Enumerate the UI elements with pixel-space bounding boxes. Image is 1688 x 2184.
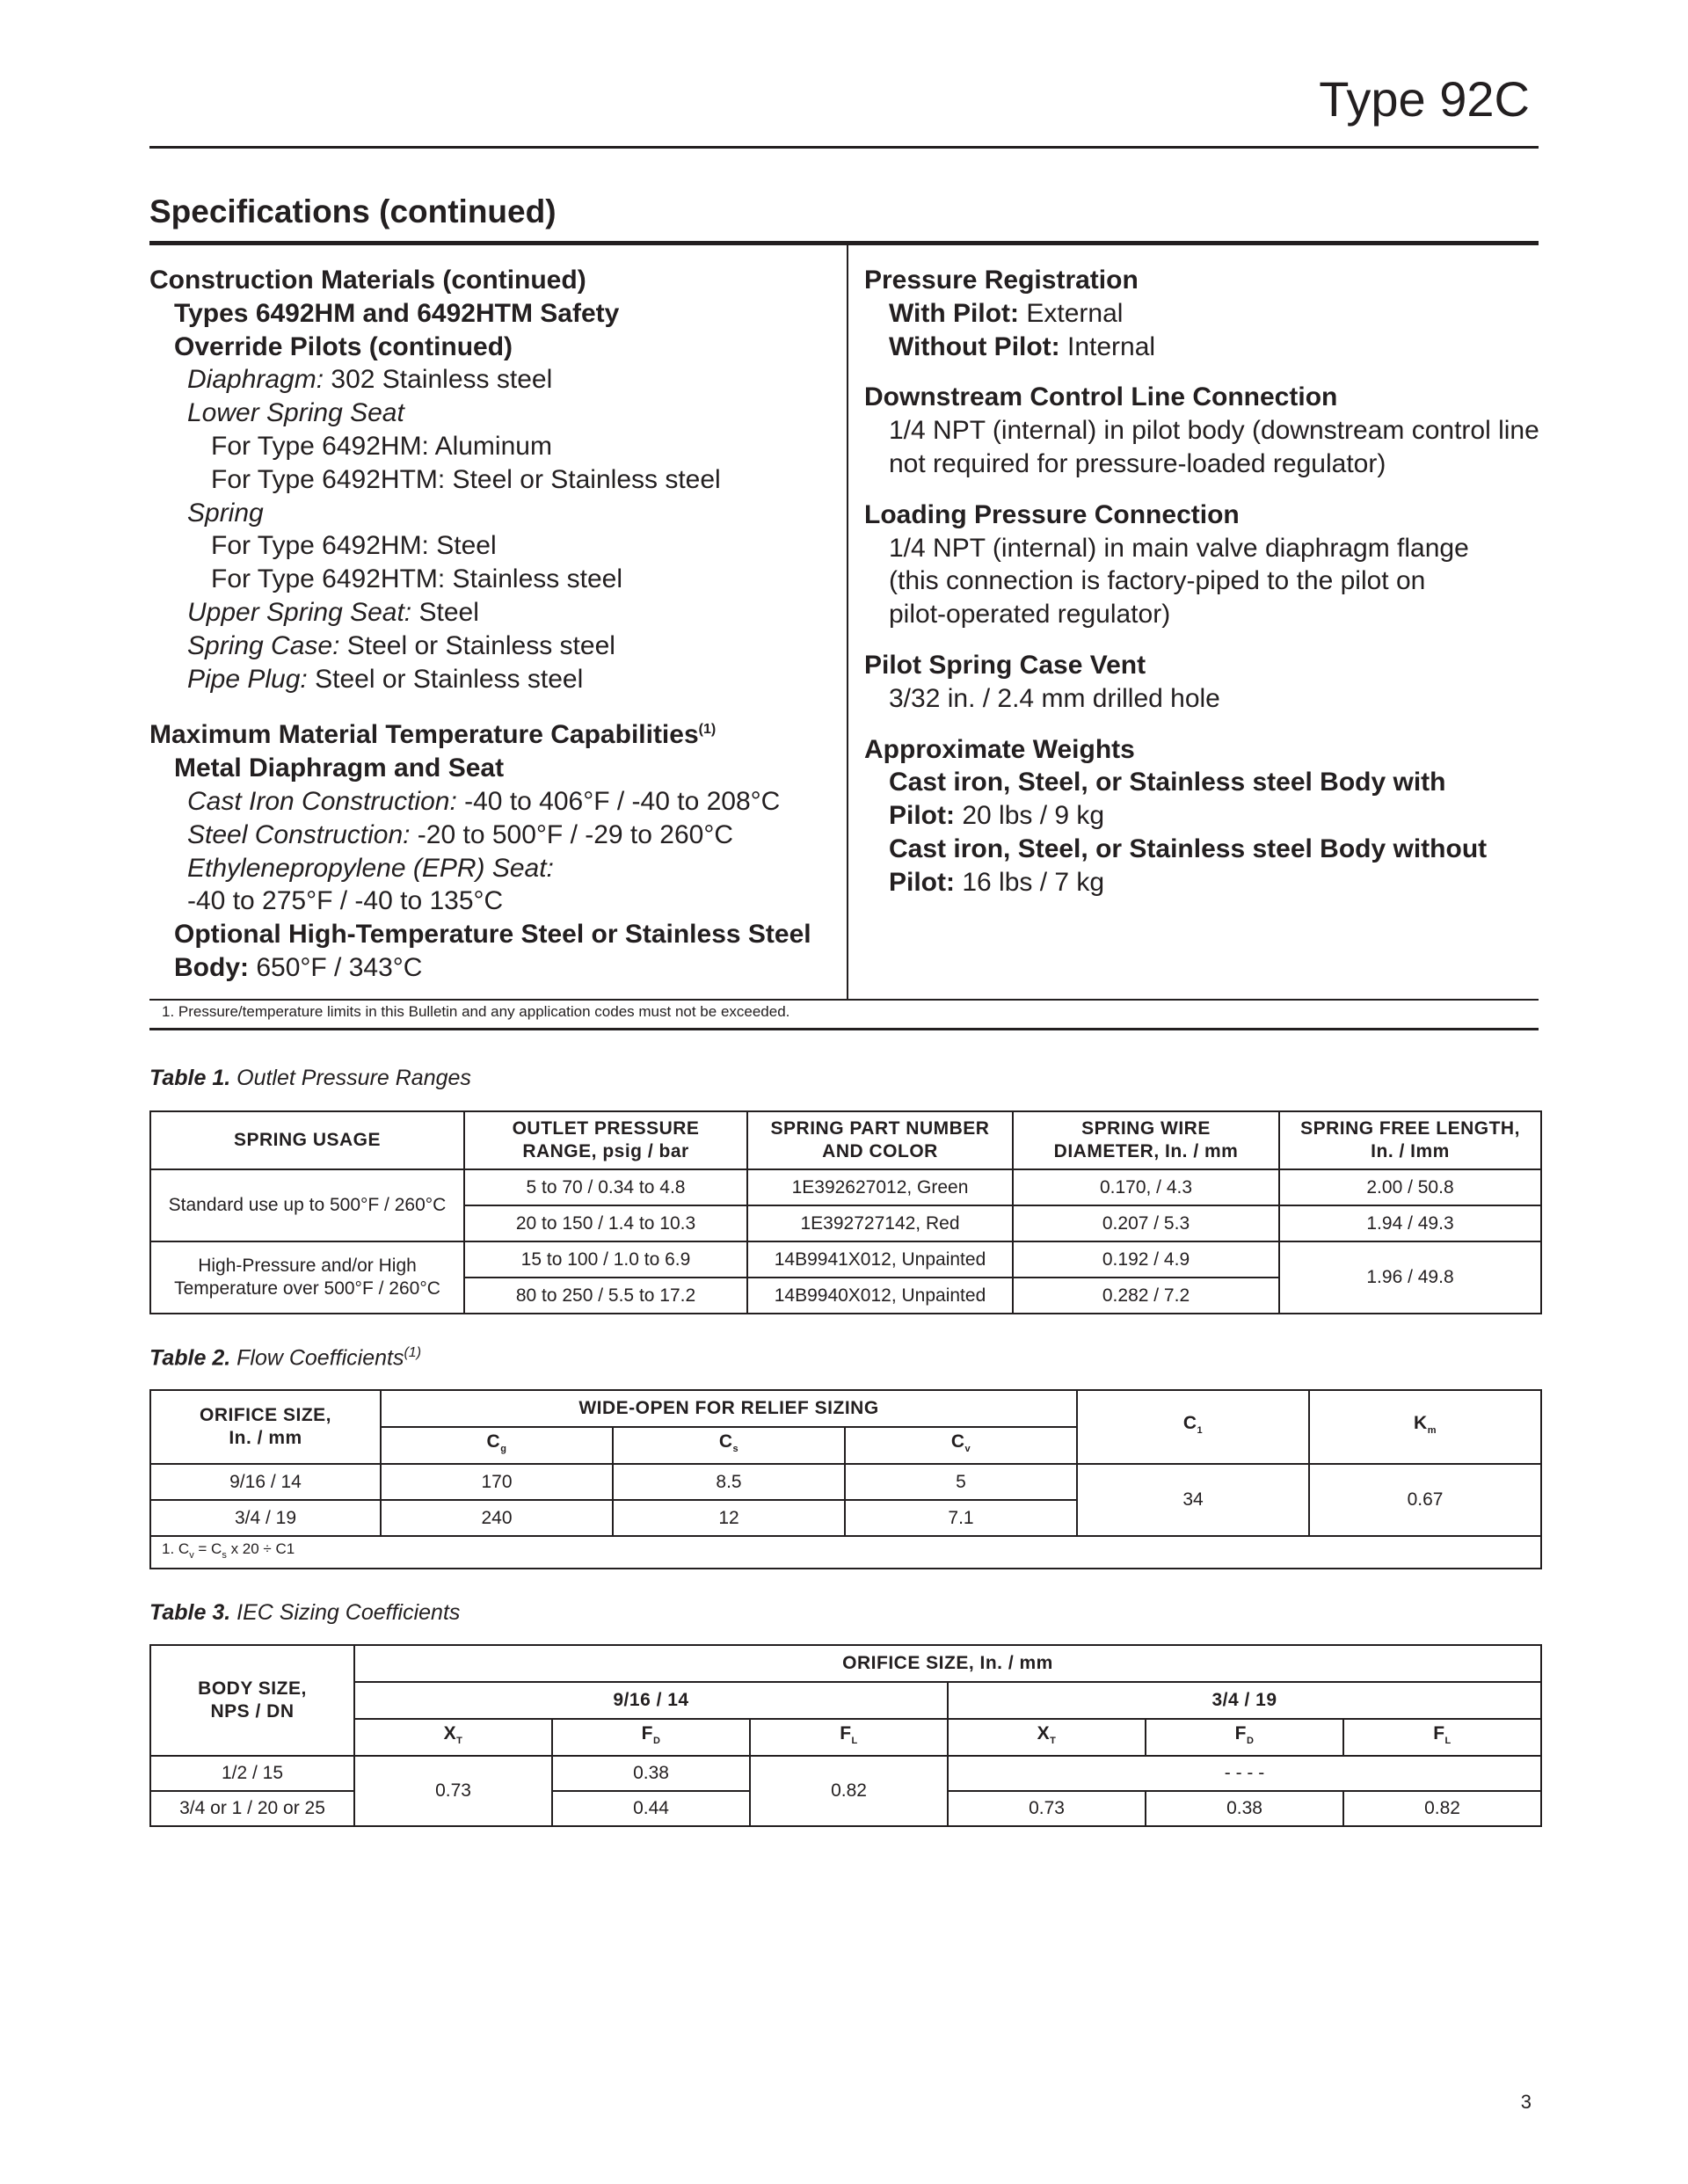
cell: 0.82 — [750, 1756, 948, 1826]
th-cg: $C_g$ — [381, 1427, 613, 1464]
right-column — [864, 264, 1550, 899]
cell: 12 — [613, 1500, 845, 1536]
usage-standard: Standard use up to 500°F / 260°C — [150, 1169, 464, 1241]
loading-pressure-text-3: pilot-operated regulator) — [889, 600, 1171, 630]
cell: 1.96 / 49.8 — [1279, 1241, 1541, 1314]
th-orifice-size: ORIFICE SIZE, In. / mm — [354, 1645, 1541, 1682]
cell: - - - - — [948, 1756, 1541, 1791]
control-line-heading: Downstream Control Line Connection — [864, 382, 1338, 412]
usage-high-pressure: High-Pressure and/or High Temperature over 500°F / 260°C — [150, 1241, 464, 1314]
cell: 3/4 / 19 — [150, 1500, 381, 1536]
footnote: 1. Pressure/temperature limits in this Bulletin and any application codes must not be exceeded. — [162, 1003, 790, 1020]
cell: 170 — [381, 1464, 613, 1500]
outlet-pressure-table — [149, 1110, 1542, 1314]
column-divider — [847, 244, 848, 1001]
lss-htm-line: For Type 6492HTM: Steel or Stainless steel — [211, 464, 721, 494]
page-number: 3 — [1520, 2091, 1532, 2113]
cell: 9/16 / 14 — [150, 1464, 381, 1500]
header-rule — [149, 146, 1539, 149]
table-row — [150, 1464, 1541, 1500]
th-orifice-916: 9/16 / 14 — [354, 1682, 948, 1719]
metal-diaphragm-heading: Metal Diaphragm and Seat — [174, 753, 505, 783]
th-fd: $F_D$ — [552, 1719, 750, 1756]
pressure-registration-heading: Pressure Registration — [864, 266, 1139, 295]
th-fl: $F_L$ — [1343, 1719, 1541, 1756]
th-xt: $X_T$ — [948, 1719, 1146, 1756]
cell: 20 to 150 / 1.4 to 10.3 — [464, 1205, 747, 1241]
control-line-text-2: not required for pressure-loaded regulator) — [889, 448, 1386, 478]
th-km: $K_m$ — [1309, 1390, 1541, 1464]
iec-sizing-table — [149, 1644, 1542, 1827]
document-title: Type 92C — [1319, 71, 1530, 127]
vent-heading: Pilot Spring Case Vent — [864, 650, 1146, 680]
cell: 15 to 100 / 1.0 to 6.9 — [464, 1241, 747, 1278]
cell: 0.73 — [948, 1791, 1146, 1826]
steel-construction-line: Steel Construction: -20 to 500°F / -29 to 260°C — [187, 819, 733, 849]
th-outlet-pressure: OUTLET PRESSURE RANGE, psig / bar — [464, 1111, 747, 1169]
cell: 0.38 — [1146, 1791, 1343, 1826]
temperature-heading: Maximum Material Temperature Capabilities$^{(1)}$ — [149, 720, 717, 750]
weights-line-3: Cast iron, Steel, or Stainless steel Body without — [889, 834, 1488, 863]
table-row — [150, 1241, 1541, 1278]
left-column — [149, 264, 844, 985]
cell: 0.282 / 7.2 — [1013, 1278, 1279, 1314]
without-pilot-line: Without Pilot: Internal — [889, 331, 1156, 361]
km-value: 0.67 — [1309, 1464, 1541, 1536]
epr-seat-value: -40 to 275°F / -40 to 135°C — [187, 886, 504, 916]
footnote-top-rule — [149, 999, 1539, 1001]
th-fl: $F_L$ — [750, 1719, 948, 1756]
cell: 0.170, / 4.3 — [1013, 1169, 1279, 1205]
th-xt: $X_T$ — [354, 1719, 552, 1756]
body-temp-line: Body: 650°F / 343°C — [174, 952, 423, 982]
cell: 80 to 250 / 5.5 to 17.2 — [464, 1278, 747, 1314]
th-wide-open: WIDE-OPEN FOR RELIEF SIZING — [381, 1390, 1077, 1427]
control-line-text-1: 1/4 NPT (internal) in pilot body (downstream control line — [889, 416, 1539, 446]
table2-note: 1. $C_v = C_s$ x 20 ÷ C1 — [150, 1536, 1541, 1569]
weights-line-1: Cast iron, Steel, or Stainless steel Body with — [889, 768, 1446, 797]
table-row — [150, 1756, 1541, 1791]
diaphragm-line: Diaphragm: 302 Stainless steel — [187, 365, 553, 395]
epr-seat-label: Ethylenepropylene (EPR) Seat: — [187, 853, 554, 883]
th-c1: $C_1$ — [1077, 1390, 1309, 1464]
th-fd: $F_D$ — [1146, 1719, 1343, 1756]
cell: 14B9941X012, Unpainted — [747, 1241, 1013, 1278]
c1-value: 34 — [1077, 1464, 1309, 1536]
cell: 2.00 / 50.8 — [1279, 1169, 1541, 1205]
cell: 3/4 or 1 / 20 or 25 — [150, 1791, 354, 1826]
cell: 1/2 / 15 — [150, 1756, 354, 1791]
th-orifice-size: ORIFICE SIZE, In. / mm — [150, 1390, 381, 1464]
cell: 0.192 / 4.9 — [1013, 1241, 1279, 1278]
section-rule — [149, 241, 1539, 245]
with-pilot-line: With Pilot: External — [889, 298, 1124, 328]
cell: 240 — [381, 1500, 613, 1536]
table-row — [150, 1169, 1541, 1205]
th-part-number: SPRING PART NUMBER AND COLOR — [747, 1111, 1013, 1169]
th-orifice-34: 3/4 / 19 — [948, 1682, 1541, 1719]
cast-iron-line: Cast Iron Construction: -40 to 406°F / -40 to 208°C — [187, 786, 781, 816]
cell: 0.38 — [552, 1756, 750, 1791]
th-cv: $C_v$ — [845, 1427, 1077, 1464]
vent-text: 3/32 in. / 2.4 mm drilled hole — [889, 683, 1220, 713]
cell: 1.94 / 49.3 — [1279, 1205, 1541, 1241]
pipe-plug-line: Pipe Plug: Steel or Stainless steel — [187, 664, 584, 694]
table2-caption: Table 2. Flow Coefficients$^{(1)}$ — [149, 1345, 422, 1371]
th-spring-usage: SPRING USAGE — [150, 1111, 464, 1169]
cell: 0.207 / 5.3 — [1013, 1205, 1279, 1241]
table1-caption: Table 1. Outlet Pressure Ranges — [149, 1066, 471, 1090]
weights-heading: Approximate Weights — [864, 734, 1135, 764]
construction-materials-heading: Construction Materials (continued) — [149, 266, 586, 295]
loading-pressure-heading: Loading Pressure Connection — [864, 499, 1240, 529]
table3-caption: Table 3. IEC Sizing Coefficients — [149, 1600, 461, 1625]
spring-case-line: Spring Case: Steel or Stainless steel — [187, 630, 615, 660]
cell: 5 to 70 / 0.34 to 4.8 — [464, 1169, 747, 1205]
footnote-bottom-rule — [149, 1028, 1539, 1030]
spring-hm-line: For Type 6492HM: Steel — [211, 531, 497, 561]
cell: 5 — [845, 1464, 1077, 1500]
cell: 1E392727142, Red — [747, 1205, 1013, 1241]
cell: 0.73 — [354, 1756, 552, 1826]
loading-pressure-text-2: (this connection is factory-piped to the pilot on — [889, 566, 1426, 596]
weights-line-2: Pilot: 20 lbs / 9 kg — [889, 801, 1105, 831]
th-free-length: SPRING FREE LENGTH, In. / Imm — [1279, 1111, 1541, 1169]
cell: 14B9940X012, Unpainted — [747, 1278, 1013, 1314]
th-body-size: BODY SIZE, NPS / DN — [150, 1645, 354, 1756]
loading-pressure-text-1: 1/4 NPT (internal) in main valve diaphragm flange — [889, 533, 1469, 563]
cell: 0.82 — [1343, 1791, 1541, 1826]
cell: 7.1 — [845, 1500, 1077, 1536]
lower-spring-seat-label: Lower Spring Seat — [187, 398, 404, 428]
optional-body-heading: Optional High-Temperature Steel or Stainless Steel — [174, 920, 811, 950]
flow-coefficients-table — [149, 1389, 1542, 1569]
cell: 8.5 — [613, 1464, 845, 1500]
section-title: Specifications (continued) — [149, 193, 557, 229]
th-cs: $C_s$ — [613, 1427, 845, 1464]
spring-label: Spring — [187, 498, 264, 528]
cell: 0.44 — [552, 1791, 750, 1826]
lss-hm-line: For Type 6492HM: Aluminum — [211, 431, 552, 461]
pilots-subheading-2: Override Pilots (continued) — [174, 331, 513, 361]
weights-line-4: Pilot: 16 lbs / 7 kg — [889, 867, 1105, 897]
th-wire-diameter: SPRING WIRE DIAMETER, In. / mm — [1013, 1111, 1279, 1169]
pilots-subheading-1: Types 6492HM and 6492HTM Safety — [174, 298, 620, 328]
upper-spring-seat-line: Upper Spring Seat: Steel — [187, 597, 479, 627]
cell: 1E392627012, Green — [747, 1169, 1013, 1205]
spring-htm-line: For Type 6492HTM: Stainless steel — [211, 564, 622, 594]
